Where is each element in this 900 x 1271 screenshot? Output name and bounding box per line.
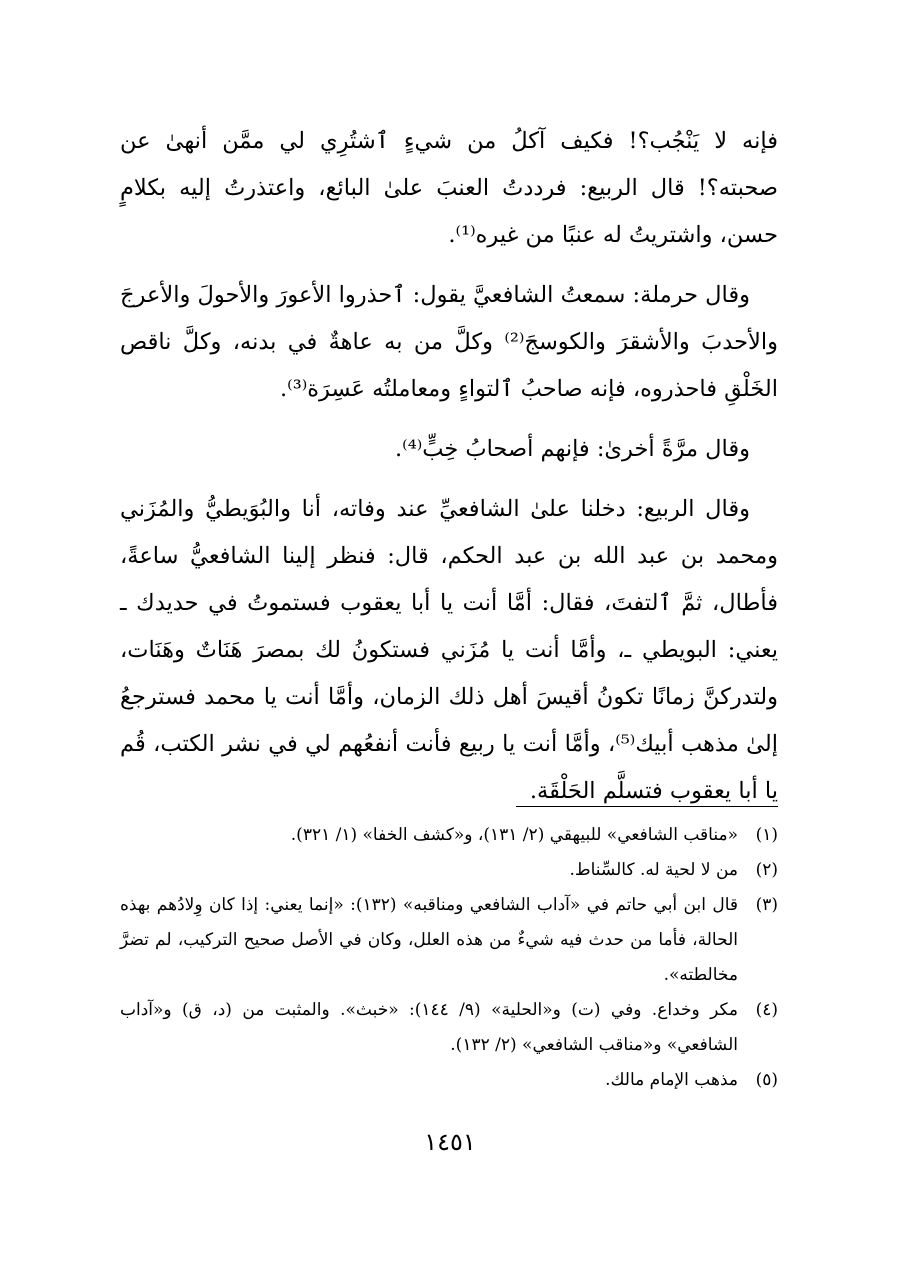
- footnotes: [120, 818, 778, 1098]
- paragraph-1: فإنه لا يَنْجُب؟! فكيف آكلُ من شيءٍ ٱشتُرِي لي ممَّن أنهىٰ عن صحبته؟! قال الربيع: فرددتُ العنبَ علىٰ البائع، واعتذرتُ إليه بكلامٍ حسن، واشتريتُ له عنبًا من غيره⁽¹⁾.: [120, 128, 778, 248]
- paragraph-3: وقال مرَّةً أخرىٰ: فإنهم أصحابُ خِبٍّ⁽⁴⁾.: [395, 436, 750, 462]
- footnote-number: (٣): [755, 895, 778, 915]
- footnote-number: (٥): [755, 1070, 778, 1090]
- footnote-text: مكر وخداع. وفي (ت) و«الحلية» (٩/ ١٤٤): «خبث». والمثبت من (د، ق) و«آداب الشافعي» و«مناقب الشافعي» (٢/ ١٣٢).: [120, 1000, 738, 1055]
- footnote-number: (٤): [755, 1000, 778, 1020]
- footnote-text: «مناقب الشافعي» للبيهقي (٢/ ١٣١)، و«كشف الخفا» (١/ ٣٢١).: [290, 825, 738, 845]
- page-number: ١٤٥١: [424, 1128, 476, 1156]
- footnote-2: [120, 853, 778, 888]
- footnote-1: [120, 818, 778, 853]
- footnote-number: (٢): [755, 860, 778, 880]
- footnote-number: (١): [755, 825, 778, 845]
- footnote-text: قال ابن أبي حاتم في «آداب الشافعي ومناقبه» (١٣٢): «إنما يعني: إذا كان وِلادُهم بهذه الحالة، فأما من حدث فيه شيءٌ من هذه العلل، وكان في الأصل صحيح التركيب، لم تضرَّ مخالطته».: [120, 895, 738, 985]
- footnote-4: [120, 993, 778, 1063]
- main-text: [120, 118, 778, 815]
- footnote-5: [120, 1063, 778, 1098]
- footnote-text: مذهب الإمام مالك.: [605, 1070, 738, 1090]
- footnote-text: من لا لحية له. كالسِّناط.: [569, 860, 738, 880]
- footnote-separator: [516, 806, 778, 807]
- paragraph-2: وقال حرملة: سمعتُ الشافعيَّ يقول: ٱحذروا الأعورَ والأحولَ والأعرجَ والأحدبَ والأشقرَ والكوسجَ⁽²⁾ وكلَّ من به عاهةٌ في بدنه، وكلَّ ناقص الخَلْقِ فاحذروه، فإنه صاحبُ ٱلتواءٍ ومعاملتُه عَسِرَة⁽³⁾.: [120, 282, 778, 402]
- paragraph-4: وقال الربيع: دخلنا علىٰ الشافعيِّ عند وفاته، أنا والبُوَيطيُّ والمُزَني ومحمد بن عبد الله بن عبد الحكم، قال: فنظر إلينا الشافعيُّ ساعةً، فأطال، ثمَّ ٱلتفتَ، فقال: أمَّا أنت يا أبا يعقوب فستموتُ في حديدك ـ يعني: البويطي ـ، وأمَّا أنت يا مُزَني فستكونُ لك بمصرَ هَنَاتٌ وهَنَات، ولتدركنَّ زمانًا تكونُ أقيسَ أهل ذلك الزمان، وأمَّا أنت يا محمد فسترجعُ إلىٰ مذهب أبيك⁽⁵⁾، وأمَّا أنت يا ربيع فأنت أنفعُهم لي في نشر الكتب، قُم يا أبا يعقوب فتسلَّم الحَلْقَة.: [120, 496, 778, 804]
- footnote-3: [120, 888, 778, 993]
